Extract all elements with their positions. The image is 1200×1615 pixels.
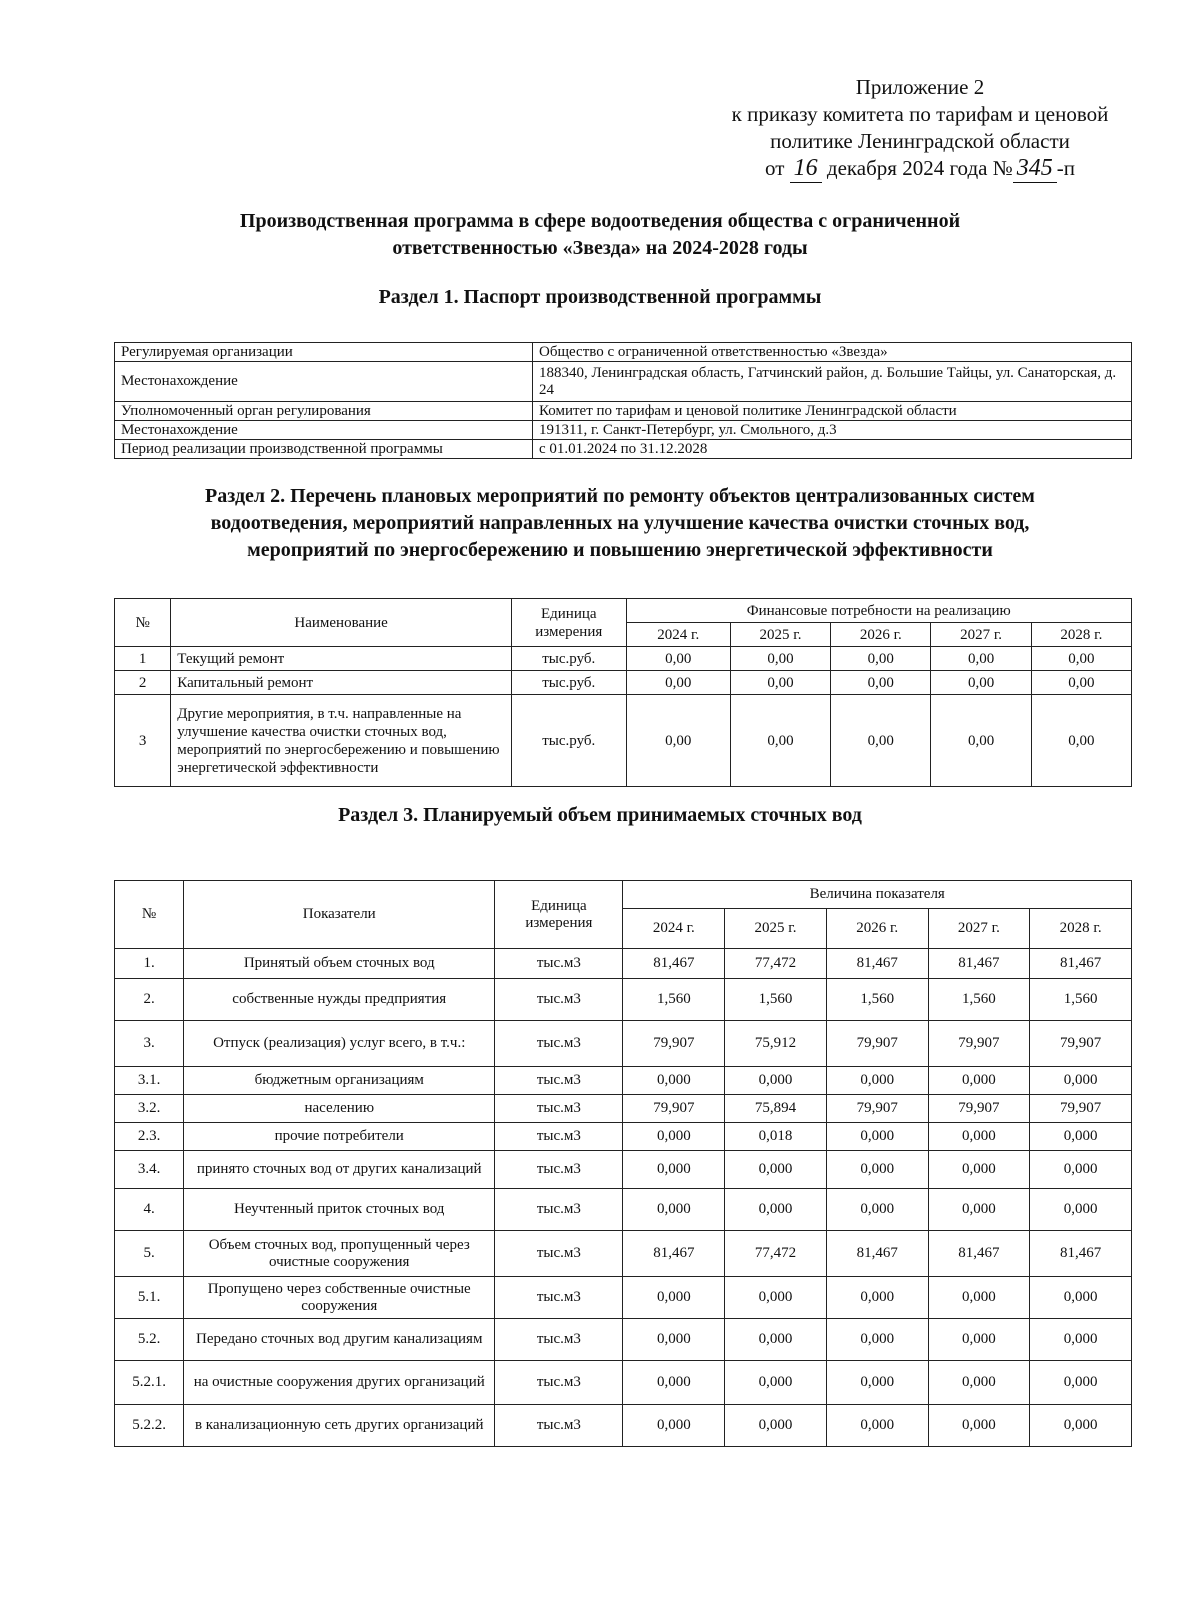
passport-value: Комитет по тарифам и ценовой политике Ленинградской области <box>533 402 1132 421</box>
wastewater-num: 1. <box>115 949 184 979</box>
wastewater-value: 1,560 <box>928 979 1030 1021</box>
wastewater-num: 5.2.2. <box>115 1405 184 1447</box>
wastewater-num: 4. <box>115 1189 184 1231</box>
measures-name: Другие мероприятия, в т.ч. направленные на улучшение качества очистки сточных вод, мероприятий по энергосбережению и повышению энергетической эффективности <box>171 695 512 787</box>
measures-header-num: № <box>115 599 171 647</box>
wastewater-value: 81,467 <box>1030 949 1132 979</box>
passport-label: Регулируемая организации <box>115 343 533 362</box>
wastewater-header-name: Показатели <box>184 881 495 949</box>
measures-year-header: 2024 г. <box>626 623 730 647</box>
wastewater-value: 81,467 <box>928 1231 1030 1277</box>
wastewater-row <box>115 1021 1132 1067</box>
passport-row <box>115 402 1132 421</box>
wastewater-row <box>115 1095 1132 1123</box>
wastewater-value: 0,000 <box>928 1151 1030 1189</box>
wastewater-value: 0,018 <box>725 1123 827 1151</box>
wastewater-unit: тыс.м3 <box>495 1151 623 1189</box>
wastewater-value: 0,000 <box>928 1361 1030 1405</box>
appendix-number: 345 <box>1013 155 1057 183</box>
wastewater-value: 79,907 <box>623 1095 725 1123</box>
measures-num: 2 <box>115 671 171 695</box>
wastewater-value: 0,000 <box>725 1319 827 1361</box>
wastewater-value: 0,000 <box>623 1189 725 1231</box>
wastewater-num: 2. <box>115 979 184 1021</box>
passport-row <box>115 440 1132 459</box>
section2-title-line1: Раздел 2. Перечень плановых мероприятий по ремонту объектов централизованных систем <box>205 485 1035 507</box>
wastewater-row <box>115 1319 1132 1361</box>
wastewater-num: 5.2.1. <box>115 1361 184 1405</box>
passport-value: с 01.01.2024 по 31.12.2028 <box>533 440 1132 459</box>
wastewater-value: 0,000 <box>725 1361 827 1405</box>
wastewater-value: 79,907 <box>1030 1095 1132 1123</box>
measures-header-name: Наименование <box>171 599 512 647</box>
passport-label: Местонахождение <box>115 421 533 440</box>
section2-title <box>80 483 1160 564</box>
wastewater-name: бюджетным организациям <box>184 1067 495 1095</box>
measures-value: 0,00 <box>931 671 1031 695</box>
measures-table <box>114 598 1132 787</box>
wastewater-row <box>115 1151 1132 1189</box>
wastewater-value: 79,907 <box>826 1021 928 1067</box>
measures-header-unit: Единица измерения <box>511 599 626 647</box>
measures-value: 0,00 <box>931 647 1031 671</box>
passport-label: Период реализации производственной программы <box>115 440 533 459</box>
wastewater-value: 79,907 <box>826 1095 928 1123</box>
measures-name: Капитальный ремонт <box>171 671 512 695</box>
passport-table <box>114 342 1132 459</box>
wastewater-value: 0,000 <box>1030 1361 1132 1405</box>
wastewater-value: 0,000 <box>928 1123 1030 1151</box>
wastewater-value: 81,467 <box>826 949 928 979</box>
section1-title: Раздел 1. Паспорт производственной программы <box>378 286 822 308</box>
wastewater-header-unit: Единица измерения <box>495 881 623 949</box>
measures-value: 0,00 <box>831 695 931 787</box>
wastewater-name: Отпуск (реализация) услуг всего, в т.ч.: <box>184 1021 495 1067</box>
measures-value: 0,00 <box>831 671 931 695</box>
wastewater-value: 79,907 <box>928 1095 1030 1123</box>
wastewater-header-value: Величина показателя <box>623 881 1132 909</box>
wastewater-row <box>115 979 1132 1021</box>
appendix-date-text: декабря 2024 года № <box>826 156 1013 180</box>
measures-value: 0,00 <box>831 647 931 671</box>
measures-num: 3 <box>115 695 171 787</box>
wastewater-value: 81,467 <box>826 1231 928 1277</box>
measures-unit: тыс.руб. <box>511 671 626 695</box>
measures-year-header: 2025 г. <box>730 623 830 647</box>
wastewater-value: 0,000 <box>826 1361 928 1405</box>
document-title-line2: ответственностью «Звезда» на 2024-2028 годы <box>392 237 808 259</box>
wastewater-value: 0,000 <box>928 1189 1030 1231</box>
passport-row <box>115 343 1132 362</box>
wastewater-value: 0,000 <box>826 1405 928 1447</box>
wastewater-name: в канализационную сеть других организаций <box>184 1405 495 1447</box>
wastewater-row <box>115 949 1132 979</box>
wastewater-unit: тыс.м3 <box>495 1319 623 1361</box>
wastewater-value: 81,467 <box>1030 1231 1132 1277</box>
section3-title: Раздел 3. Планируемый объем принимаемых сточных вод <box>338 804 862 826</box>
wastewater-year-header: 2024 г. <box>623 909 725 949</box>
wastewater-unit: тыс.м3 <box>495 1067 623 1095</box>
wastewater-row <box>115 1189 1132 1231</box>
wastewater-value: 77,472 <box>725 949 827 979</box>
wastewater-name: Принятый объем сточных вод <box>184 949 495 979</box>
wastewater-year-header: 2026 г. <box>826 909 928 949</box>
wastewater-value: 0,000 <box>623 1319 725 1361</box>
appendix-date-line <box>690 155 1150 183</box>
wastewater-num: 3.2. <box>115 1095 184 1123</box>
measures-value: 0,00 <box>931 695 1031 787</box>
measures-name: Текущий ремонт <box>171 647 512 671</box>
wastewater-value: 0,000 <box>623 1067 725 1095</box>
wastewater-value: 0,000 <box>928 1277 1030 1319</box>
wastewater-row <box>115 1405 1132 1447</box>
wastewater-value: 0,000 <box>1030 1405 1132 1447</box>
wastewater-num: 3.4. <box>115 1151 184 1189</box>
wastewater-row <box>115 1123 1132 1151</box>
section2-title-line3: мероприятий по энергосбережению и повышению энергетической эффективности <box>247 539 993 561</box>
passport-value: 188340, Ленинградская область, Гатчинский район, д. Большие Тайцы, ул. Санаторская, д. 24 <box>533 362 1132 402</box>
measures-value: 0,00 <box>1031 671 1131 695</box>
measures-year-header: 2026 г. <box>831 623 931 647</box>
wastewater-value: 0,000 <box>1030 1123 1132 1151</box>
wastewater-value: 1,560 <box>725 979 827 1021</box>
wastewater-unit: тыс.м3 <box>495 1095 623 1123</box>
wastewater-name: Передано сточных вод другим канализациям <box>184 1319 495 1361</box>
wastewater-value: 0,000 <box>826 1123 928 1151</box>
measures-value: 0,00 <box>730 695 830 787</box>
wastewater-value: 0,000 <box>1030 1277 1132 1319</box>
wastewater-num: 5. <box>115 1231 184 1277</box>
appendix-line2: к приказу комитета по тарифам и ценовой <box>731 102 1109 126</box>
wastewater-value: 0,000 <box>1030 1189 1132 1231</box>
measures-row <box>115 647 1132 671</box>
wastewater-row <box>115 1231 1132 1277</box>
wastewater-value: 0,000 <box>826 1151 928 1189</box>
measures-year-header: 2027 г. <box>931 623 1031 647</box>
wastewater-value: 75,912 <box>725 1021 827 1067</box>
wastewater-value: 0,000 <box>826 1067 928 1095</box>
wastewater-value: 0,000 <box>826 1189 928 1231</box>
wastewater-value: 81,467 <box>928 949 1030 979</box>
wastewater-value: 1,560 <box>826 979 928 1021</box>
wastewater-num: 3.1. <box>115 1067 184 1095</box>
wastewater-value: 0,000 <box>725 1277 827 1319</box>
wastewater-value: 0,000 <box>1030 1151 1132 1189</box>
appendix-suffix: -п <box>1056 156 1075 180</box>
appendix-line3: политике Ленинградской области <box>770 129 1070 153</box>
wastewater-row <box>115 1361 1132 1405</box>
wastewater-num: 5.1. <box>115 1277 184 1319</box>
document-title <box>110 208 1090 262</box>
wastewater-num: 2.3. <box>115 1123 184 1151</box>
wastewater-value: 79,907 <box>1030 1021 1132 1067</box>
wastewater-value: 0,000 <box>623 1151 725 1189</box>
passport-label: Местонахождение <box>115 362 533 402</box>
wastewater-unit: тыс.м3 <box>495 1405 623 1447</box>
wastewater-unit: тыс.м3 <box>495 979 623 1021</box>
wastewater-unit: тыс.м3 <box>495 949 623 979</box>
measures-unit: тыс.руб. <box>511 647 626 671</box>
passport-row <box>115 421 1132 440</box>
wastewater-value: 75,894 <box>725 1095 827 1123</box>
wastewater-value: 0,000 <box>623 1405 725 1447</box>
wastewater-year-header: 2027 г. <box>928 909 1030 949</box>
wastewater-value: 1,560 <box>1030 979 1132 1021</box>
wastewater-name: Объем сточных вод, пропущенный через очистные сооружения <box>184 1231 495 1277</box>
measures-unit: тыс.руб. <box>511 695 626 787</box>
wastewater-value: 0,000 <box>623 1277 725 1319</box>
appendix-day: 16 <box>790 155 822 183</box>
wastewater-name: Пропущено через собственные очистные сооружения <box>184 1277 495 1319</box>
wastewater-value: 1,560 <box>623 979 725 1021</box>
wastewater-value: 0,000 <box>623 1361 725 1405</box>
wastewater-name: принято сточных вод от других канализаций <box>184 1151 495 1189</box>
wastewater-unit: тыс.м3 <box>495 1277 623 1319</box>
passport-row <box>115 362 1132 402</box>
document-title-line1: Производственная программа в сфере водоотведения общества с ограниченной <box>239 210 961 232</box>
wastewater-value: 0,000 <box>928 1405 1030 1447</box>
wastewater-value: 0,000 <box>928 1319 1030 1361</box>
measures-value: 0,00 <box>1031 647 1131 671</box>
wastewater-value: 0,000 <box>725 1405 827 1447</box>
wastewater-unit: тыс.м3 <box>495 1361 623 1405</box>
measures-value: 0,00 <box>730 647 830 671</box>
measures-num: 1 <box>115 647 171 671</box>
measures-value: 0,00 <box>626 695 730 787</box>
wastewater-name: на очистные сооружения других организаций <box>184 1361 495 1405</box>
wastewater-year-header: 2025 г. <box>725 909 827 949</box>
measures-value: 0,00 <box>626 647 730 671</box>
measures-value: 0,00 <box>1031 695 1131 787</box>
wastewater-value: 0,000 <box>725 1189 827 1231</box>
wastewater-value: 0,000 <box>725 1151 827 1189</box>
wastewater-row <box>115 1067 1132 1095</box>
passport-value: Общество с ограниченной ответственностью «Звезда» <box>533 343 1132 362</box>
wastewater-value: 0,000 <box>725 1067 827 1095</box>
measures-row <box>115 695 1132 787</box>
wastewater-table <box>114 880 1132 1447</box>
wastewater-row <box>115 1277 1132 1319</box>
wastewater-value: 0,000 <box>826 1277 928 1319</box>
wastewater-value: 81,467 <box>623 949 725 979</box>
wastewater-num: 3. <box>115 1021 184 1067</box>
wastewater-value: 79,907 <box>623 1021 725 1067</box>
wastewater-year-header: 2028 г. <box>1030 909 1132 949</box>
wastewater-value: 81,467 <box>623 1231 725 1277</box>
appendix-header <box>690 74 1150 183</box>
wastewater-header-num: № <box>115 881 184 949</box>
wastewater-value: 0,000 <box>928 1067 1030 1095</box>
wastewater-unit: тыс.м3 <box>495 1021 623 1067</box>
wastewater-name: Неучтенный приток сточных вод <box>184 1189 495 1231</box>
passport-label: Уполномоченный орган регулирования <box>115 402 533 421</box>
wastewater-unit: тыс.м3 <box>495 1123 623 1151</box>
wastewater-unit: тыс.м3 <box>495 1231 623 1277</box>
wastewater-name: собственные нужды предприятия <box>184 979 495 1021</box>
section2-title-line2: водоотведения, мероприятий направленных на улучшение качества очистки сточных вод, <box>210 512 1030 534</box>
wastewater-value: 0,000 <box>826 1319 928 1361</box>
measures-row <box>115 671 1132 695</box>
wastewater-value: 0,000 <box>1030 1319 1132 1361</box>
measures-year-header: 2028 г. <box>1031 623 1131 647</box>
wastewater-value: 0,000 <box>1030 1067 1132 1095</box>
wastewater-unit: тыс.м3 <box>495 1189 623 1231</box>
measures-value: 0,00 <box>730 671 830 695</box>
wastewater-value: 79,907 <box>928 1021 1030 1067</box>
wastewater-value: 0,000 <box>623 1123 725 1151</box>
wastewater-num: 5.2. <box>115 1319 184 1361</box>
passport-value: 191311, г. Санкт-Петербург, ул. Смольного, д.3 <box>533 421 1132 440</box>
appendix-from: от <box>765 156 785 180</box>
wastewater-name: населению <box>184 1095 495 1123</box>
wastewater-value: 77,472 <box>725 1231 827 1277</box>
measures-header-finance: Финансовые потребности на реализацию <box>626 599 1131 623</box>
measures-value: 0,00 <box>626 671 730 695</box>
wastewater-name: прочие потребители <box>184 1123 495 1151</box>
appendix-line1: Приложение 2 <box>855 75 985 99</box>
